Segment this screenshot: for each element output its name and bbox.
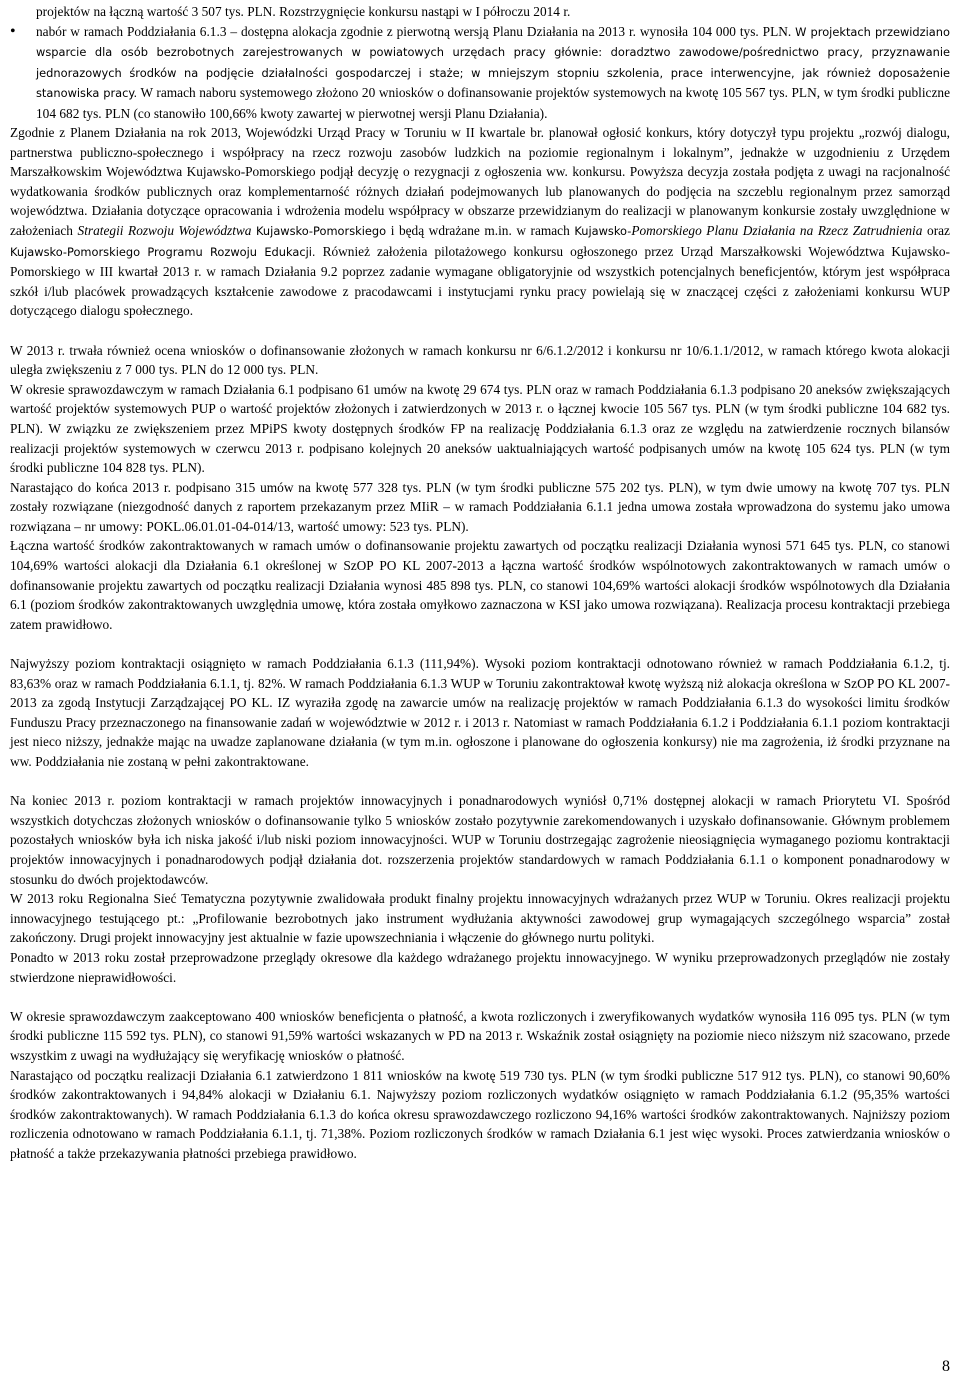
paragraph-signed-contracts: W okresie sprawozdawczym w ramach Działania 6.1 podpisano 61 umów na kwotę 29 674 tys. PLN oraz w ramach Poddziałania 6.1.3 podpisano 20 aneksów zwiększających wartość projektów systemowych PUP o wartość projektów złożonych i zatwierdzonych w 2013 r. o łącznej kwocie 105 567 tys. PLN (w tym środki publiczne 104 682 tys. PLN). W związku ze zwiększeniem przez MPiPS kwoty dostępnych środków FP na realizację Poddziałania 6.1.3 oraz ze względu na zatwierdzenie rocznych bilansów realizacji projektów systemowych w czerwcu 2013 r. podpisano kolejnych 20 aneksów uaktualniających wartość podpisanych umów na kwotę 105 624 tys. PLN (w tym środki publiczne 104 828 tys. PLN). (10, 381, 950, 476)
bullet-item-continuation (10, 2, 950, 22)
spacer (10, 321, 950, 341)
bullet-tail: W ramach naboru systemowego złożono 20 wniosków o dofinansowanie projektów systemowych na kwotę 105 567 tys. PLN, w tym środki publiczne 104 682 tys. PLN (co stanowiło 100,66% kwoty zawartej w pierwotnej wersji Planu Działania). (36, 85, 950, 121)
spacer (10, 634, 950, 654)
paragraph-wup-decision (10, 123, 950, 321)
region-name: Kujawsko- (574, 223, 632, 238)
paragraph-innovative-projects: Na koniec 2013 r. poziom kontraktacji w ramach projektów innowacyjnych i ponadnarodowych wyniósł 0,71% dostępnej alokacji w ramach Priorytetu VI. Spośród wszystkich dotychczas złożonych wniosków o dofinansowanie tylko 5 wniosków zostało pozytywnie zarekomendowanych i uzyskało dofinansowanie. Głównym problemem pozostałych wniosków była ich niska jakość i/lub niski poziom innowacyjności. WUP w Toruniu dostrzegając zagrożenie nieosiągnięcia wymaganego poziomu kontraktacji projektów innowacyjnych i ponadnarodowych podjął działania dot. rozszerzenia projektów standardowych w ramach Poddziałania 6.1.1 o komponent ponadnarodowy w stosunku do dwóch projektodawców. (10, 793, 950, 887)
paragraph-text: Również założenia pilotażowego konkursu ogłoszonego przez Urząd Marszałkowski Województwa Kujawsko-Pomorskiego w III kwartał 2013 r. w ramach Działania 9.2 poprzez zadanie wymagane obligatoryjnie od wszystkich potencjalnych beneficjentów, którym jest współpraca szkół i/lub placówek prowadzących kształcenie zawodowe z pracodawcami i instytucjami rynku pracy powielają się w znaczącej części z założeniami konkursu WUP dotyczącego dialogu społecznego. (10, 243, 950, 319)
paragraph-cumulative-contracts: Narastająco do końca 2013 r. podpisano 315 umów na kwotę 577 328 tys. PLN (w tym środki publiczne 575 202 tys. PLN), w tym dwie umowy na kwotę 707 tys. PLN zostały rozwiązane (niezgodność danych z raportem przekazanym przez MIiR – w ramach Poddziałania 6.1.1 jedna umowa została wprowadzona do systemu jako umowa rozwiązana – nr umowy: POKL.06.01.01-04-014/13, wartość umowy: 523 tys. PLN). (10, 479, 950, 534)
paragraph-periodic-reviews: Ponadto w 2013 roku został przeprowadzone przeglądy okresowe dla każdego wdrażanego projektu innowacyjnego. W wyniku przeprowadzonych przeglądów nie zostały stwierdzone nieprawidłowości. (10, 949, 950, 985)
bullet-detail: W projektach przewidziano wsparcie dla osób bezrobotnych zarejestrowanych w powiatowych urzędach pracy głównie: doradztwo zawodowe/pośrednictwo pracy, przyznawanie jednorazowych środków na podjęcie działalności gospodarczej i staże; w mniejszym stopniu szkolenia, prace interwencyjne, jak również doposażenie stanowiska pracy. (36, 24, 950, 100)
page-number: 8 (942, 1358, 950, 1375)
paragraph-text: Zgodnie z Planem Działania na rok 2013, Wojewódzki Urząd Pracy w Toruniu w II kwartale br. planował ogłosić konkurs, który dotyczył typu projektu „rozwój dialogu, partnerstwa publiczno-społecznego i współpracy na rzecz rozwoju zasobów ludzkich na poziomie regionalnym i lokalnym”, jednakże w uzgodnieniu z Urzędem Marszałkowskim Województwa Kujawsko-Pomorskiego podjął decyzję o rezygnacji z ogłoszenia ww. konkursu. Powyższa decyzja została podjęta z uwagi na racjonalność wydatkowania środków publicznych oraz komplementarność różnych działań podejmowanych lub planowanych do podjęcia na szczeblu regionalnym przez samorząd województwa. Działania dotyczące opracowania i wdrożenia modelu współpracy w obszarze przewidzianym do realizacji w planowanym konkursie zostały uwzględnione w założeniach (10, 125, 950, 238)
program-title: Kujawsko-Pomorskiego Programu Rozwoju Edukacji. (10, 244, 316, 259)
paragraph-cumulative-claims: Narastająco od początku realizacji Działania 6.1 zatwierdzono 1 811 wniosków na kwotę 519 730 tys. PLN (w tym środki publiczne 517 912 tys. PLN), co stanowi 90,60% środków zakontraktowanych i 94,84% alokacji w Działaniu 6.1. Najwyższy poziom rozliczonych wydatków osiągnięto w ramach Poddziałania 6.1.2 (95,35% wartości środków zakontraktowanych). W ramach Poddziałania 6.1.3 do końca okresu sprawozdawczego rozliczono 94,16% wartości środków zakontraktowanych. Najniższy poziom rozliczenia odnotowano w ramach Poddziałania 6.1.1, tj. 71,38%. Poziom rozliczonych środków w ramach Działania 6.1 jest więc wysoki. Proces zatwierdzania wniosków o płatność a także przekazywania płatności przebiega prawidłowo. (10, 1067, 950, 1161)
document-page (10, 2, 950, 1163)
paragraph-competition-evaluation: W 2013 r. trwała również ocena wniosków o dofinansowanie złożonych w ramach konkursu nr 6/6.1.2/2012 i konkursu nr 10/6.1.1/2012, w ramach którego kwota alokacji uległa zwiększeniu z 7 000 tys. PLN do 12 000 tys. PLN. (10, 342, 950, 378)
bullet-list (10, 2, 950, 123)
bullet-item-6-1-3 (10, 22, 950, 124)
paragraph-highest-level: Najwyższy poziom kontraktacji osiągnięto w ramach Poddziałania 6.1.3 (111,94%). Wysoki poziom kontraktacji odnotowano również w ramach Poddziałania 6.1.2, tj. 83,63% oraz w ramach Poddziałania 6.1.1, tj. 82%. W ramach Poddziałania 6.1.3 WUP w Toruniu zakontraktował kwotę wyższą niż alokacja określona w SzOP PO KL 2007-2013 za zgodą Instytucji Zarządzającej PO KL. IZ wyraziła zgodę na zawarcie umów na realizację projektów w ramach Poddziałania 6.1.3 do wysokości limitu środków Funduszu Pracy przeznaczonego na finansowanie zadań w województwie w 2012 r. i 2013 r. Natomiast w ramach Poddziałania 6.1.2 i Poddziałania 6.1.1 poziom kontraktacji jest nieco niższy, jednakże mając na uwadze zaplanowane działania (w tym m.in. ogłoszone i planowane do ogłoszenia konkursy) nie ma zagrożenia, iż środki przyznane na ww. Poddziałania nie zostaną w pełni zakontraktowane. (10, 656, 950, 769)
paragraph-text: i będą wdrażane m.in. w ramach (390, 222, 570, 238)
bullet-text: projektów na łączną wartość 3 507 tys. PLN. Rozstrzygnięcie konkursu nastąpi w I półroczu 2014 r. (36, 4, 571, 19)
paragraph-thematic-network: W 2013 roku Regionalna Sieć Tematyczna pozytywnie zwalidowała produkt finalny projektu innowacyjnych wdrażanych przez WUP w Toruniu. Okres realizacji projektu innowacyjnego testującego pt.: „Profilowanie bezrobotnych jako instrument wydłużania aktywności zawodowej grup wymagających szczególnego wsparcia” został zakończony. Drugi projekt innowacyjny jest aktualnie w fazie upowszechniania i włączenie do głównego nurtu polityki. (10, 891, 950, 946)
bullet-lead: nabór w ramach Poddziałania 6.1.3 – dostępna alokacja zgodnie z pierwotną wersją Planu Działania na 2013 r. wynosiła 104 000 tys. PLN. (36, 23, 792, 39)
plan-title: Pomorskiego Planu Działania na Rzecz Zatrudnienia (631, 222, 923, 238)
spacer (10, 772, 950, 792)
strategy-title: Strategii Rozwoju Województwa (77, 222, 252, 238)
paragraph-payment-claims: W okresie sprawozdawczym zaakceptowano 400 wniosków beneficjenta o płatność, a kwota rozliczonych i zweryfikowanych wydatków wynosiła 116 095 tys. PLN (w tym środki publiczne 115 592 tys. PLN), co stanowi 91,59% wartości wskazanych w PD na 2013 r. Wskaźnik został osiągnięty na poziomie nieco niższym niż szacowano, przede wszystkim z uwagi na wydłużający się weryfikację wniosków o płatność. (10, 1008, 950, 1063)
paragraph-text: oraz (927, 222, 950, 238)
spacer (10, 987, 950, 1007)
region-name: Kujawsko-Pomorskiego (256, 223, 387, 238)
paragraph-total-value: Łączna wartość środków zakontraktowanych w ramach umów o dofinansowanie projektu zawartych od początku realizacji Działania wynosi 571 645 tys. PLN, co stanowi 104,69% wartości alokacji dla Działania 6.1 określonej w SzOP PO KL 2007-2013 a łączna wartość środków wspólnotowych zakontraktowanych w ramach umów o dofinansowanie projektu zawartych od początku realizacji Działania wynosi 485 898 tys. PLN, co stanowi 104,69% wartości alokacji środków wspólnotowych dla Działania 6.1 (poziom środków zakontraktowanych uwzględnia umowę, która została omyłkowo zaznaczona w KSI jako umowa rozwiązana). Realizacja procesu kontraktacji przebiega zatem prawidłowo. (10, 538, 950, 632)
